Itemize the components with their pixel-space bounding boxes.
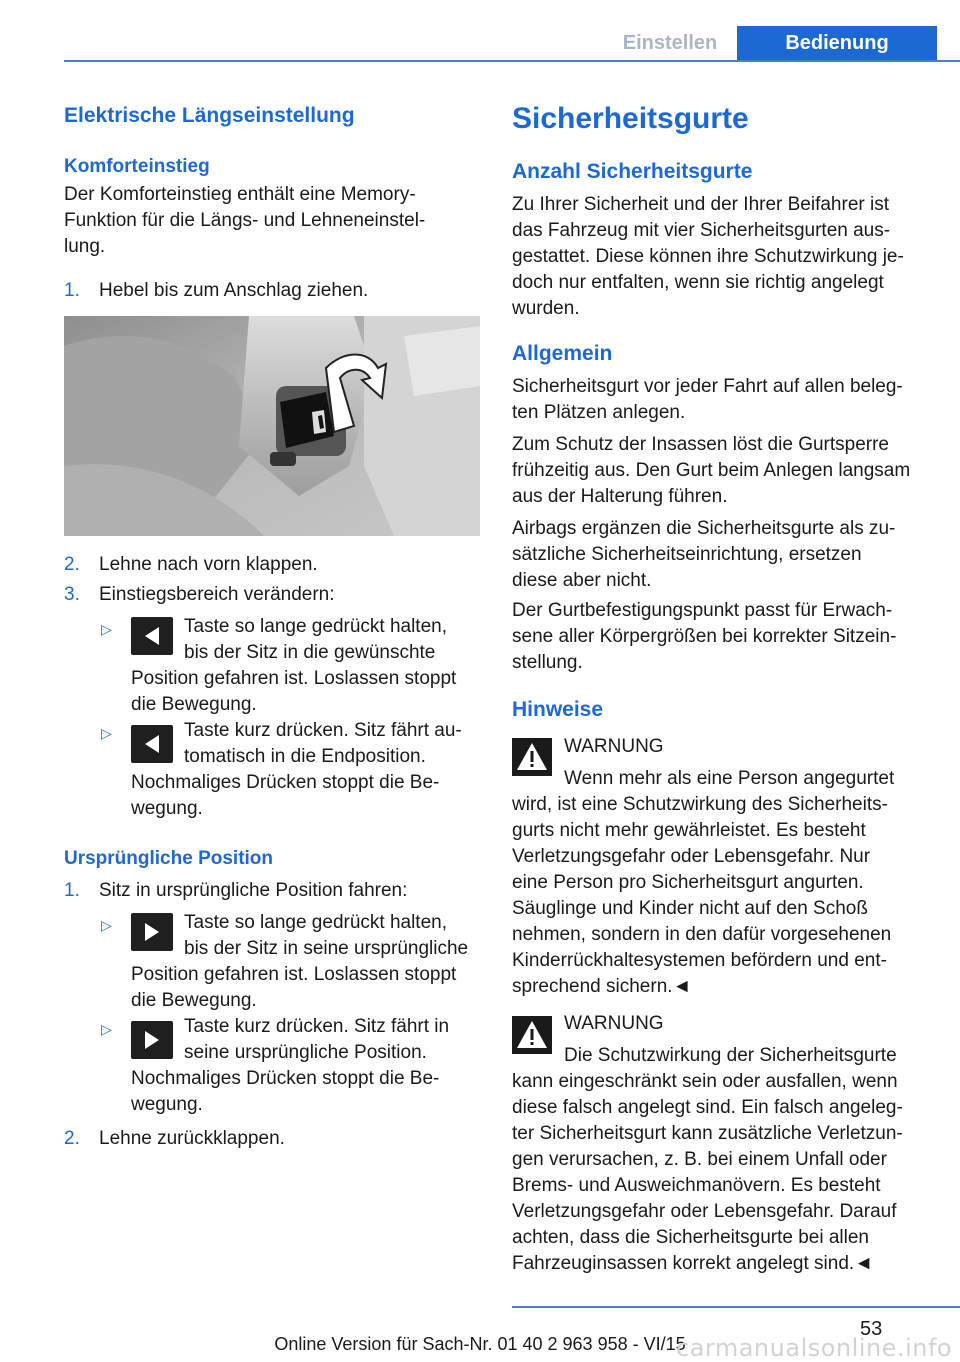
arrow-right-button-icon (131, 913, 173, 951)
text-line: Funktion für die Längs- und Lehneneinstel- (64, 210, 426, 231)
bullet-line: Taste so lange gedrückt halten, (184, 912, 448, 933)
text-line: sprechend sichern.◄ (512, 976, 692, 997)
text-line: achten, dass die Sicherheitsgurte bei allen (512, 1227, 870, 1248)
warning-body (512, 1069, 952, 1277)
page-number: 53 (860, 1318, 883, 1340)
anzahl-text (512, 192, 942, 322)
bullet-line: Taste kurz drücken. Sitz fährt au- (184, 720, 462, 741)
allgemein-title: Allgemein (512, 342, 613, 365)
text-line: Brems- und Ausweichmanövern. Es besteht (512, 1175, 881, 1196)
text-line: Der Komforteinstieg enthält eine Memory- (64, 184, 416, 205)
text-line: diese falsch angelegt sind. Ein falsch angeleg- (512, 1097, 903, 1118)
text-line: Säuglinge und Kinder nicht auf den Schoß (512, 898, 868, 919)
bullet-line: seine ursprüngliche Position. (184, 1042, 427, 1063)
bullet-line: die Bewegung. (131, 990, 257, 1011)
text-line: gen verursachen, z. B. bei einem Unfall oder (512, 1149, 887, 1170)
arrow-left-button-icon (131, 617, 173, 655)
bullet-line: wegung. (131, 1094, 203, 1115)
text-line: frühzeitig aus. Den Gurt beim Anlegen langsam (512, 460, 911, 481)
text-line: Airbags ergänzen die Sicherheitsgurte als zu- (512, 518, 896, 539)
komfort-title: Komforteinstieg (64, 156, 210, 177)
bullet-marker: ▷ (101, 621, 112, 637)
warning-triangle-icon (512, 1016, 552, 1054)
step-text: Lehne zurückklappen. (99, 1128, 285, 1149)
warning-label: WARNUNG (564, 1013, 664, 1034)
text-line: Zu Ihrer Sicherheit und der Ihrer Beifahrer ist (512, 194, 890, 215)
text-line: gurts nicht mehr gewährleistet. Es besteht (512, 820, 866, 841)
main-title: Sicherheitsgurte (512, 102, 749, 135)
bullet-marker: ▷ (101, 917, 112, 933)
bullet-line: Nochmaliges Drücken stoppt die Be- (131, 1068, 440, 1089)
text-line: stellung. (512, 652, 583, 673)
text-line: aus der Halterung führen. (512, 486, 728, 507)
text-line: sene aller Körpergrößen bei korrekter Sitzein- (512, 626, 897, 647)
text-line: Verletzungsgefahr oder Lebensgefahr. Darauf (512, 1201, 897, 1222)
bullet-line: Taste kurz drücken. Sitz fährt in (184, 1016, 450, 1037)
text-line: ter Sicherheitsgurt kann zusätzliche Verletzun- (512, 1123, 903, 1144)
warning-body (512, 792, 952, 1000)
text-line: Sicherheitsgurt vor jeder Fahrt auf allen beleg- (512, 376, 903, 397)
hinweise-title: Hinweise (512, 698, 604, 721)
tab-bedienung[interactable]: Bedienung (737, 26, 937, 62)
step-text: Sitz in ursprüngliche Position fahren: (99, 880, 408, 901)
allgemein-p2 (512, 432, 942, 510)
orig-title: Ursprüngliche Position (64, 848, 274, 869)
section-title: Elektrische Längseinstellung (64, 104, 355, 127)
text-line: Fahrzeuginsassen korrekt angelegt sind.◄ (512, 1253, 873, 1274)
bullet-line: Position gefahren ist. Loslassen stoppt (131, 668, 457, 689)
text-line: lung. (64, 236, 106, 257)
warning-label: WARNUNG (564, 736, 664, 757)
text-line: Verletzungsgefahr oder Lebensgefahr. Nur (512, 846, 871, 867)
allgemein-p3 (512, 516, 942, 594)
seat-lever-photo (64, 316, 480, 536)
bullet-line: wegung. (131, 798, 203, 819)
bullet-line: Taste so lange gedrückt halten, (184, 616, 448, 637)
online-version-text: Online Version für Sach-Nr. 01 40 2 963 958 - VI/15 (274, 1334, 686, 1354)
allgemein-p1 (512, 374, 942, 426)
bullet-line: tomatisch in die Endposition. (184, 746, 426, 767)
text-line: Zum Schutz der Insassen löst die Gurtsperre (512, 434, 889, 455)
bullet-line: die Bewegung. (131, 694, 257, 715)
step-number: 2. (64, 554, 80, 575)
step-number: 3. (64, 584, 80, 605)
bullet-line: Position gefahren ist. Loslassen stoppt (131, 964, 457, 985)
text-line: gestattet. Diese können ihre Schutzwirkung je- (512, 246, 904, 267)
step-number: 1. (64, 280, 80, 301)
text-line: ten Plätzen anlegen. (512, 402, 686, 423)
text-line: wird, ist eine Schutzwirkung des Sicherheits- (512, 794, 888, 815)
text-line: das Fahrzeug mit vier Sicherheitsgurten aus- (512, 220, 891, 241)
text-line: nehmen, sondern in den dafür vorgesehenen (512, 924, 892, 945)
bullet-line: bis der Sitz in die gewünschte (184, 642, 436, 663)
bullet-line: Nochmaliges Drücken stoppt die Be- (131, 772, 440, 793)
step-text: Lehne nach vorn klappen. (99, 554, 318, 575)
text-line: wurden. (512, 298, 580, 319)
text-line: eine Person pro Sicherheitsgurt angurten. (512, 872, 864, 893)
footer-divider (512, 1306, 960, 1308)
arrow-right-button-icon (131, 1021, 173, 1059)
step-text: Einstiegsbereich verändern: (99, 584, 335, 605)
bullet-marker: ▷ (101, 1021, 112, 1037)
allgemein-p4 (512, 598, 942, 676)
warning-text: Die Schutzwirkung der Sicherheitsgurte (564, 1045, 897, 1066)
tab-einstellen[interactable]: Einstellen (606, 26, 734, 62)
header-divider (64, 60, 960, 62)
step-number: 1. (64, 880, 80, 901)
anzahl-title: Anzahl Sicherheitsgurte (512, 160, 753, 183)
text-line: kann eingeschränkt sein oder ausfallen, wenn (512, 1071, 898, 1092)
text-line: Der Gurtbefestigungspunkt passt für Erwach- (512, 600, 893, 621)
text-line: Kinderrückhaltesystemen befördern und ent- (512, 950, 887, 971)
seat-lever-illustration (64, 316, 480, 536)
bullet-marker: ▷ (101, 725, 112, 741)
komfort-text (64, 182, 484, 260)
warning-triangle-icon (512, 738, 552, 776)
step-number: 2. (64, 1128, 80, 1149)
step-text: Hebel bis zum Anschlag ziehen. (99, 280, 369, 301)
bullet-line: bis der Sitz in seine ursprüngliche (184, 938, 469, 959)
watermark: carmanualsonline.info (676, 1334, 953, 1362)
text-line: diese aber nicht. (512, 570, 652, 591)
text-line: doch nur entfalten, wenn sie richtig angelegt (512, 272, 884, 293)
text-line: sätzliche Sicherheitseinrichtung, ersetzen (512, 544, 862, 565)
warning-text: Wenn mehr als eine Person angegurtet (564, 768, 895, 789)
arrow-left-button-icon (131, 725, 173, 763)
